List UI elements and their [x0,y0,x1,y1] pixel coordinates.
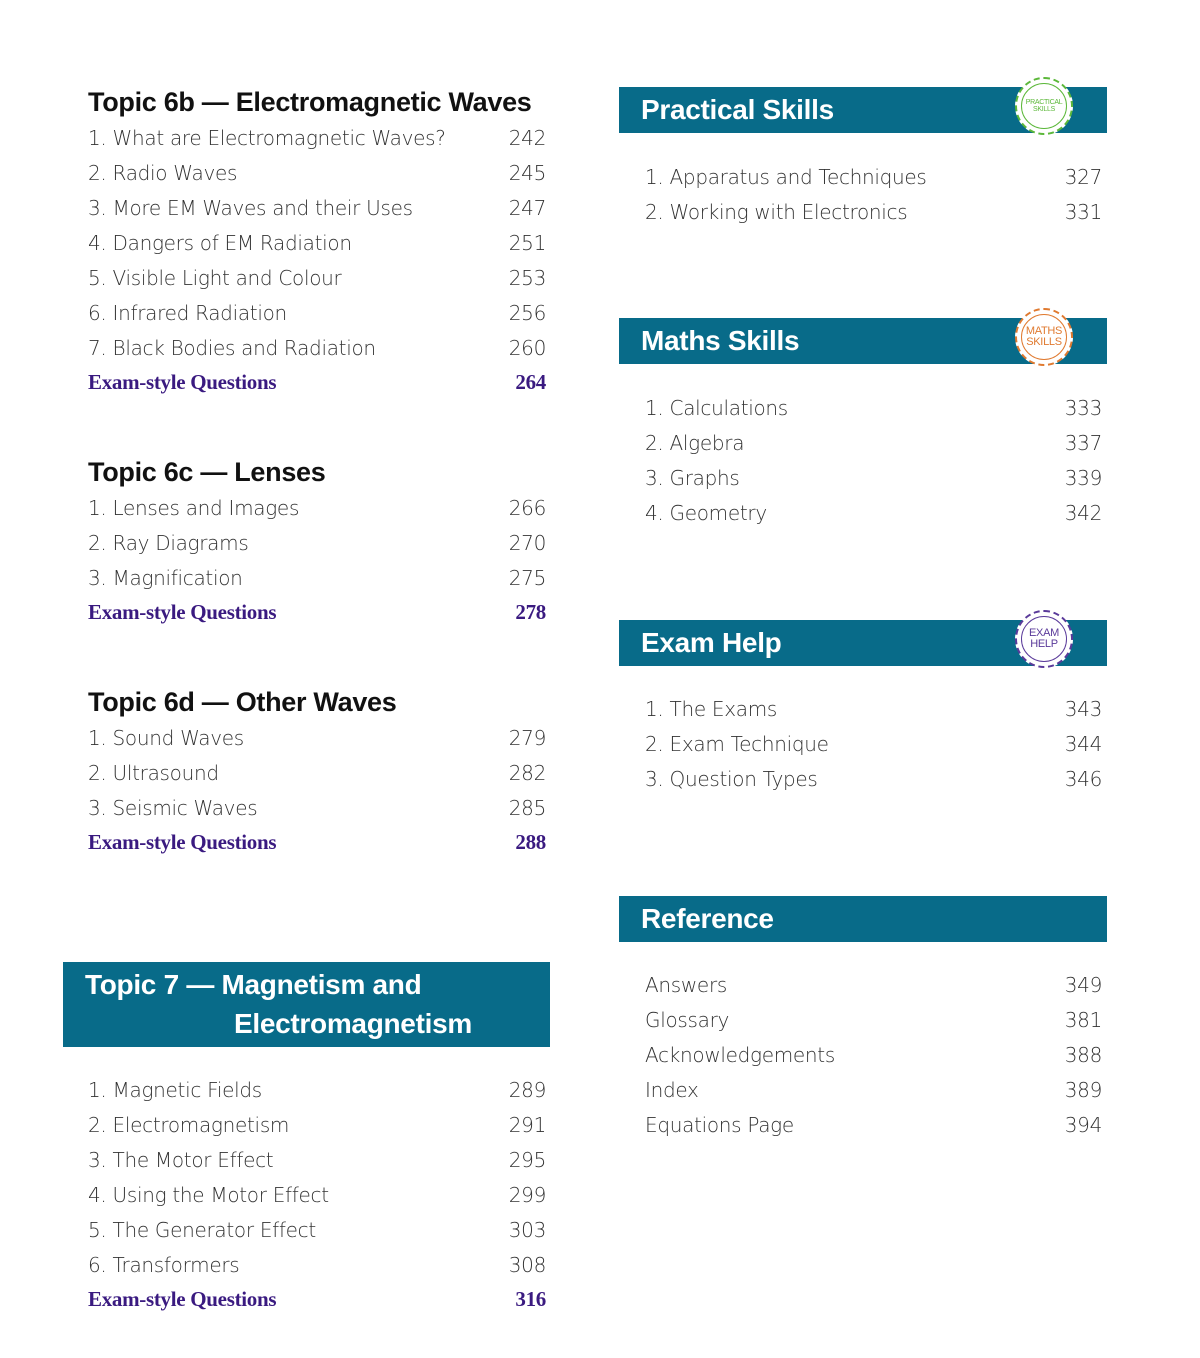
entry-label: 1. Lenses and Images [88,495,300,520]
entry-page: 242 [508,125,546,150]
entry-page: 247 [508,195,546,220]
entry-page: 256 [508,300,546,325]
entry-page: 346 [1064,766,1102,791]
entry-page: 275 [508,565,546,590]
entry-page: 251 [508,230,546,255]
toc-entry[interactable] [620,726,1108,761]
entry-label: 1. Apparatus and Techniques [645,164,927,189]
entry-page: 278 [515,600,546,624]
entry-label: Glossary [645,1007,730,1032]
entry-label: 4. Dangers of EM Radiation [88,230,352,255]
exam-questions-entry[interactable] [88,825,546,860]
practical-skills-banner [619,87,1107,133]
entry-page: 282 [508,760,546,785]
entry-page: 295 [508,1147,546,1172]
toc-entry[interactable] [88,490,546,525]
exam-help-banner [619,620,1107,666]
toc-entry[interactable] [88,225,546,260]
entry-page: 253 [508,265,546,290]
entry-page: 342 [1064,500,1102,525]
toc-entry[interactable] [88,1142,546,1177]
reference-list [620,967,1108,1142]
entry-label: Exam-style Questions [88,830,277,854]
entry-page: 303 [508,1217,546,1242]
entry-label: Exam-style Questions [88,370,277,394]
entry-page: 339 [1064,465,1102,490]
topic-6b-title: Topic 6b — Electromagnetic Waves [88,87,532,117]
entry-page: 299 [508,1182,546,1207]
toc-entry[interactable] [620,425,1108,460]
topic-6b-section [88,84,546,400]
exam-help-stamp-icon: EXAM HELP [1015,610,1073,668]
entry-page: 337 [1064,430,1102,455]
entry-label: 3. The Motor Effect [88,1147,274,1172]
entry-page: 245 [508,160,546,185]
practical-skills-stamp-icon: PRACTICAL SKILLS [1015,77,1073,135]
entry-page: 264 [515,370,546,394]
topic-6d-section [88,684,546,860]
entry-label: 1. Calculations [645,395,788,420]
entry-label: Acknowledgements [645,1042,835,1067]
topic-6c-section [88,454,546,630]
entry-label: 1. Magnetic Fields [88,1077,262,1102]
entry-page: 288 [515,830,546,854]
entry-page: 327 [1064,164,1102,189]
toc-entry[interactable] [88,1072,546,1107]
toc-entry[interactable] [620,1002,1108,1037]
toc-entry[interactable] [620,159,1108,194]
toc-entry[interactable] [620,761,1108,796]
entry-label: 1. Sound Waves [88,725,244,750]
toc-entry[interactable] [88,1107,546,1142]
toc-entry[interactable] [88,720,546,755]
entry-label: 2. Ultrasound [88,760,219,785]
entry-page: 291 [508,1112,546,1137]
entry-page: 331 [1064,199,1102,224]
entry-label: 2. Exam Technique [645,731,829,756]
entry-label: 2. Algebra [645,430,745,455]
entry-page: 279 [508,725,546,750]
entry-page: 344 [1064,731,1102,756]
entry-page: 260 [508,335,546,360]
practical-skills-title: Practical Skills [641,94,834,125]
toc-entry[interactable] [620,967,1108,1002]
toc-entry[interactable] [620,1072,1108,1107]
entry-label: 6. Infrared Radiation [88,300,287,325]
toc-entry[interactable] [620,390,1108,425]
toc-entry[interactable] [88,120,546,155]
exam-questions-entry[interactable] [88,365,546,400]
entry-label: Equations Page [645,1112,794,1137]
topic-6d-title: Topic 6d — Other Waves [88,687,397,717]
toc-entry[interactable] [88,260,546,295]
toc-entry[interactable] [620,495,1108,530]
entry-page: 308 [508,1252,546,1277]
entry-label: 7. Black Bodies and Radiation [88,335,376,360]
entry-page: 285 [508,795,546,820]
entry-label: 2. Electromagnetism [88,1112,290,1137]
toc-entry[interactable] [88,525,546,560]
entry-page: 389 [1064,1077,1102,1102]
entry-label: 4. Geometry [645,500,767,525]
entry-label: 2. Radio Waves [88,160,238,185]
entry-label: 2. Working with Electronics [645,199,908,224]
entry-page: 381 [1064,1007,1102,1032]
exam-help-list [620,691,1108,796]
toc-entry[interactable] [88,190,546,225]
toc-entry[interactable] [88,330,546,365]
entry-page: 349 [1064,972,1102,997]
entry-page: 388 [1064,1042,1102,1067]
entry-page: 316 [515,1287,546,1311]
topic-7-banner [63,962,550,1047]
maths-skills-stamp-icon: MATHS SKILLS [1015,308,1073,366]
entry-page: 289 [508,1077,546,1102]
toc-entry[interactable] [88,1212,546,1247]
toc-entry[interactable] [620,460,1108,495]
entry-label: 1. What are Electromagnetic Waves? [88,125,446,150]
entry-label: 1. The Exams [645,696,778,721]
entry-label: Answers [645,972,727,997]
entry-label: 6. Transformers [88,1252,240,1277]
entry-label: 5. The Generator Effect [88,1217,316,1242]
toc-entry[interactable] [88,755,546,790]
entry-label: Exam-style Questions [88,1287,277,1311]
exam-questions-entry[interactable] [88,1282,546,1317]
entry-label: 5. Visible Light and Colour [88,265,342,290]
entry-page: 333 [1064,395,1102,420]
exam-questions-entry[interactable] [88,595,546,630]
entry-label: 3. Magnification [88,565,243,590]
entry-label: 4. Using the Motor Effect [88,1182,329,1207]
toc-entry[interactable] [620,691,1108,726]
toc-entry[interactable] [88,155,546,190]
reference-banner [619,896,1107,942]
entry-label: Index [645,1077,699,1102]
entry-label: 3. Seismic Waves [88,795,258,820]
topic-7-title-line1: Topic 7 — Magnetism and [85,969,422,1000]
entry-label: 2. Ray Diagrams [88,530,249,555]
entry-label: 3. Graphs [645,465,740,490]
entry-label: 3. Question Types [645,766,818,791]
toc-entry[interactable] [88,1177,546,1212]
toc-entry[interactable] [620,1037,1108,1072]
toc-entry[interactable] [88,1247,546,1282]
maths-skills-title: Maths Skills [641,325,800,356]
topic-7-title-line2: Electromagnetism [234,1008,472,1039]
topic-7-section [88,1072,546,1317]
entry-label: 3. More EM Waves and their Uses [88,195,413,220]
exam-help-title: Exam Help [641,627,782,658]
topic-6c-title: Topic 6c — Lenses [88,457,326,487]
entry-page: 266 [508,495,546,520]
toc-entry[interactable] [88,295,546,330]
toc-entry[interactable] [620,194,1108,229]
maths-skills-banner [619,318,1107,364]
toc-entry[interactable] [620,1107,1108,1142]
toc-entry[interactable] [88,560,546,595]
entry-page: 394 [1064,1112,1102,1137]
toc-entry[interactable] [88,790,546,825]
entry-label: Exam-style Questions [88,600,277,624]
maths-skills-list [620,390,1108,530]
entry-page: 343 [1064,696,1102,721]
entry-page: 270 [508,530,546,555]
practical-skills-list [620,159,1108,229]
reference-title: Reference [641,903,774,934]
